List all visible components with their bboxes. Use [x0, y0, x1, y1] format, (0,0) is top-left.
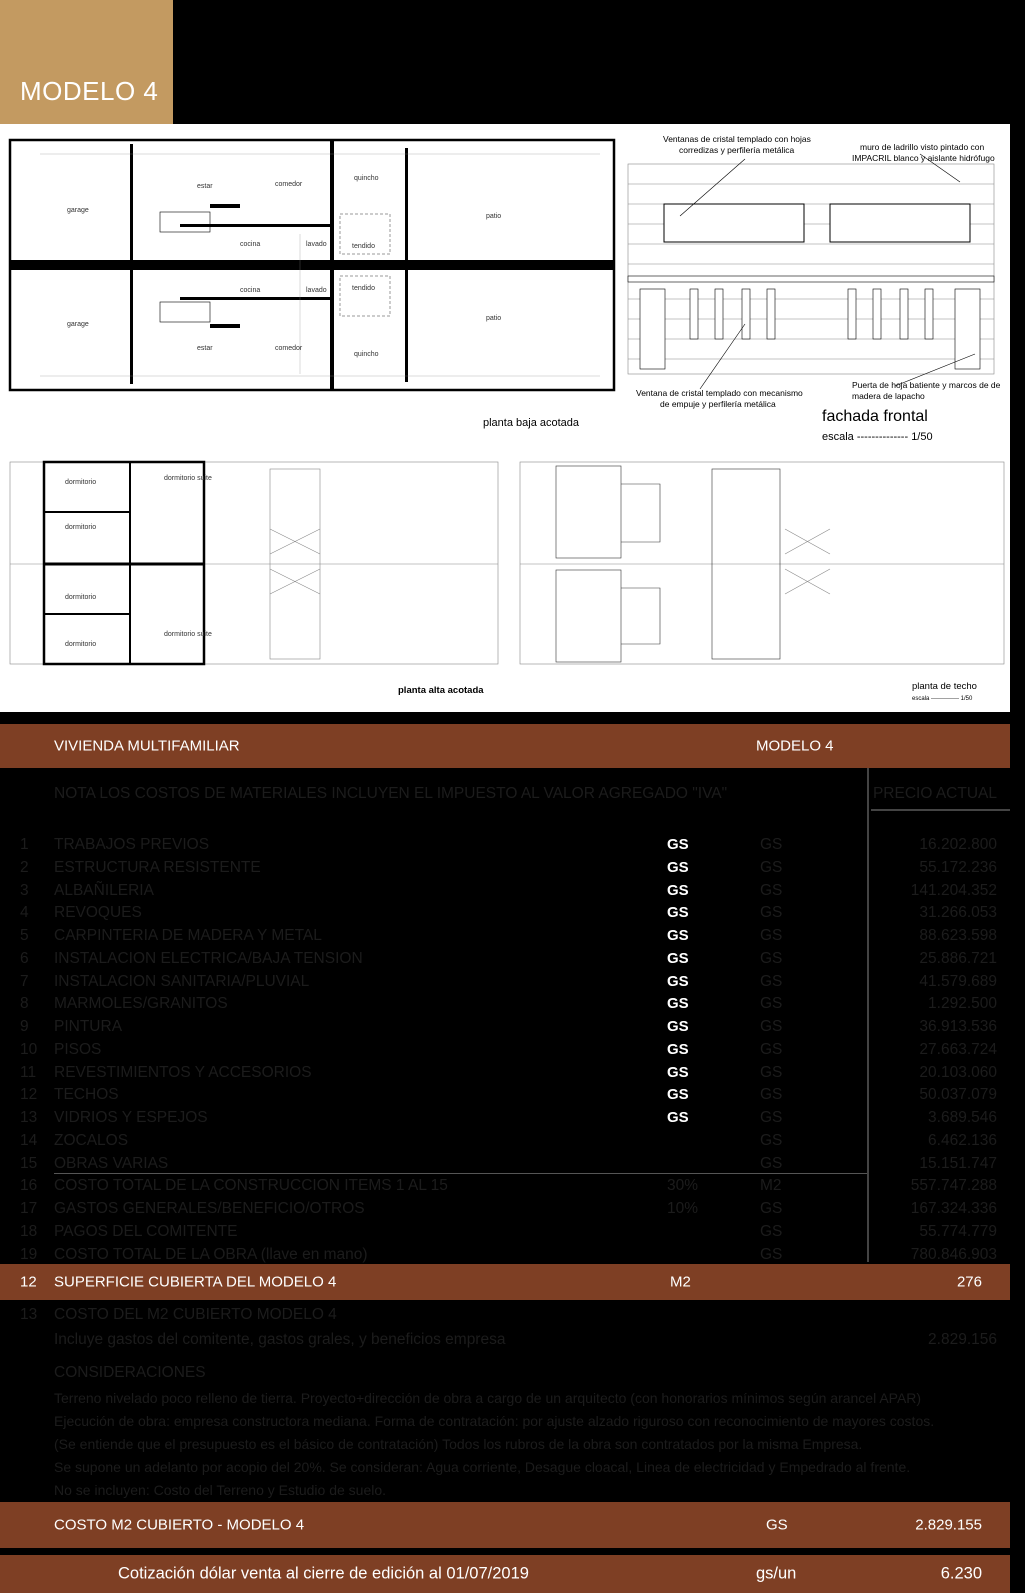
facade-drawing: [628, 154, 994, 389]
row-gs-label: GS: [667, 973, 689, 990]
row-value: 6.462.136: [928, 1132, 997, 1149]
row-number: 19: [20, 1246, 38, 1263]
header-band: [0, 724, 1010, 768]
facade-note: muro de ladrillo visto pintado con: [860, 142, 985, 152]
facade-note: madera de lapacho: [852, 391, 925, 401]
cost-band: [0, 1502, 1010, 1548]
roof-plan-title: planta de techo: [912, 681, 977, 692]
row-unit: GS: [760, 904, 783, 921]
room-tendido: tendido: [352, 285, 375, 292]
facade-note: de empuje y perfilería metálica: [660, 399, 776, 409]
row-gs-label: GS: [667, 859, 689, 876]
row-number: 18: [20, 1223, 38, 1240]
row-unit: GS: [760, 973, 783, 990]
row-value: 1.292.500: [928, 995, 997, 1012]
consideration-line: Ejecución de obra: empresa constructora mediana. Forma de contratación: por ajuste alzado riguroso con reconocimiento de mayores costos.: [54, 1413, 935, 1429]
facade-scale: escala -------------- 1/50: [822, 431, 933, 443]
roof-plan-scale: escala -------------- 1/50: [912, 696, 973, 702]
row-number: 1: [20, 836, 29, 853]
row-value: 36.913.536: [919, 1018, 997, 1035]
row-value: 3.689.546: [928, 1109, 997, 1126]
room-patio: patio: [486, 213, 502, 220]
row-unit: GS: [760, 1109, 783, 1126]
row-description: COSTO TOTAL DE LA CONSTRUCCION ITEMS 1 AL 15: [54, 1177, 448, 1194]
price-column-divider: [867, 768, 869, 1262]
room-lavado: lavado: [306, 241, 327, 248]
row-unit: GS: [760, 1200, 783, 1217]
row-number: 14: [20, 1132, 38, 1149]
facade-note: Ventana de cristal templado con mecanismo: [636, 388, 803, 398]
row-number: 13: [20, 1109, 38, 1126]
row-value: 167.324.336: [910, 1200, 997, 1217]
room-comedor: comedor: [275, 181, 303, 188]
drawings-panel: [0, 124, 1010, 712]
row-value: 780.846.903: [910, 1246, 997, 1263]
facade-title: fachada frontal: [822, 408, 928, 425]
row-description: ESTRUCTURA RESISTENTE: [54, 859, 261, 876]
row-description: OBRAS VARIAS: [54, 1155, 169, 1172]
row-unit: GS: [760, 995, 783, 1012]
room-lavado: lavado: [306, 287, 327, 294]
facade-note: corredizas y perfilería metálica: [679, 145, 795, 155]
row-unit: GS: [760, 1223, 783, 1240]
room-estar: estar: [197, 345, 213, 352]
row-gs-label: GS: [667, 1064, 689, 1081]
row-unit: GS: [760, 1041, 783, 1058]
row-value: 55.172.236: [919, 859, 997, 876]
considerations-title: CONSIDERACIONES: [54, 1364, 206, 1381]
row-value: 141.204.352: [910, 882, 997, 899]
row-description: CARPINTERIA DE MADERA Y METAL: [54, 927, 322, 944]
row-description: VIDRIOS Y ESPEJOS: [54, 1109, 208, 1126]
row-unit: GS: [760, 1018, 783, 1035]
m2-cost-num: 13: [20, 1306, 38, 1323]
consideration-line: Se supone un adelanto por acopio del 20%. Se consideran: Agua corriente, Desague cloacal, Linea de electricidad y Empedrado al frente.: [54, 1459, 911, 1475]
row-description: GASTOS GENERALES/BENEFICIO/OTROS: [54, 1200, 365, 1217]
row-value: 88.623.598: [919, 927, 997, 944]
row-unit: GS: [760, 836, 783, 853]
room-dormitorio: dormitorio: [65, 641, 97, 648]
row-description: INSTALACION SANITARIA/PLUVIAL: [54, 973, 310, 990]
ground-plan: [10, 140, 614, 390]
row-number: 16: [20, 1177, 38, 1194]
row-number: 12: [20, 1086, 38, 1103]
row-gs-label: GS: [667, 995, 689, 1012]
row-number: 5: [20, 927, 29, 944]
row-description: ZOCALOS: [54, 1132, 129, 1149]
room-dormitorio: dormitorio: [65, 479, 97, 486]
dollar-label: Cotización dólar venta al cierre de edición al 01/07/2019: [118, 1564, 529, 1583]
row-number: 17: [20, 1200, 38, 1217]
cost-band-unit: GS: [766, 1516, 788, 1534]
surface-band: [0, 1264, 1010, 1300]
room-garage: garage: [67, 207, 89, 214]
room-quincho: quincho: [354, 351, 379, 358]
row-gs-label: GS: [667, 836, 689, 853]
row-number: 3: [20, 882, 29, 899]
room-estar: estar: [197, 183, 213, 190]
row-gs-label: GS: [667, 1041, 689, 1058]
room-tendido: tendido: [352, 243, 375, 250]
row-value: 15.151.747: [919, 1155, 997, 1172]
consideration-line: (Se entiende que el presupuesto es el básico de contratación) Todos los rubros de la obra son contratados por la misma Empresa.: [54, 1436, 863, 1452]
considerations-text: [54, 1387, 934, 1502]
row-number: 10: [20, 1041, 38, 1058]
row-description: REVESTIMIENTOS Y ACCESORIOS: [54, 1064, 312, 1081]
upper-plan-title: planta alta acotada: [398, 685, 484, 696]
row-value: 557.747.288: [910, 1177, 997, 1194]
roof-plan: [520, 462, 1004, 664]
surface-value: 276: [956, 1273, 982, 1291]
room-garage: garage: [67, 321, 89, 328]
room-dormitorio: dormitorio: [65, 594, 97, 601]
room-cocina: cocina: [240, 241, 261, 248]
cost-band-value: 2.829.155: [915, 1516, 982, 1534]
room-patio: patio: [486, 315, 502, 322]
room-dormitorio: dormitorio: [65, 524, 97, 531]
row-number: 8: [20, 995, 29, 1012]
surface-label: SUPERFICIE CUBIERTA DEL MODELO 4: [54, 1273, 337, 1291]
row-description: INSTALACION ELECTRICA/BAJA TENSION: [54, 950, 363, 967]
facade-note: Ventanas de cristal templado con hojas: [663, 134, 811, 144]
m2-cost-subtitle: Incluye gastos del comitente, gastos grales, y beneficios empresa: [54, 1331, 506, 1348]
header-right: MODELO 4: [756, 737, 834, 755]
row-value: 16.202.800: [919, 836, 997, 853]
room-dormitorio-suite: dormitorio suite: [164, 631, 212, 638]
row-description: MARMOLES/GRANITOS: [54, 995, 228, 1012]
m2-cost-title: COSTO DEL M2 CUBIERTO MODELO 4: [54, 1306, 337, 1323]
row-description: PISOS: [54, 1041, 102, 1058]
facade-note: Puerta de hoja batiente y marcos de de: [852, 380, 1001, 390]
m2-cost-value: 2.829.156: [928, 1331, 997, 1348]
dollar-band: [0, 1555, 1010, 1593]
room-cocina: cocina: [240, 287, 261, 294]
row-gs-label: 10%: [667, 1200, 699, 1217]
row-number: 15: [20, 1155, 38, 1172]
row-unit: GS: [760, 950, 783, 967]
row-description: PAGOS DEL COMITENTE: [54, 1223, 238, 1240]
row-description: ALBAÑILERIA: [54, 882, 154, 899]
room-comedor: comedor: [275, 345, 303, 352]
row-description: REVOQUES: [54, 904, 142, 921]
row-number: 2: [20, 859, 29, 876]
ground-plan-title: planta baja acotada: [483, 417, 580, 429]
row-gs-label: GS: [667, 950, 689, 967]
row-value: 25.886.721: [919, 950, 997, 967]
upper-plan: [10, 462, 498, 664]
row-gs-label: GS: [667, 904, 689, 921]
header-left: VIVIENDA MULTIFAMILIAR: [54, 737, 240, 755]
row-gs-label: GS: [667, 1109, 689, 1126]
cost-band-label: COSTO M2 CUBIERTO - MODELO 4: [54, 1516, 305, 1534]
row-number: 11: [20, 1064, 37, 1081]
surface-unit: M2: [670, 1273, 691, 1291]
row-unit: GS: [760, 882, 783, 899]
dollar-value: 6.230: [940, 1564, 982, 1583]
row-unit: M2: [760, 1177, 782, 1194]
room-quincho: quincho: [354, 175, 379, 182]
page-title: MODELO 4: [20, 76, 159, 106]
consideration-line: Terreno nivelado poco relleno de tierra. Proyecto+dirección de obra a cargo de un arquitecto (con honorarios mínimos según arancel APAR): [54, 1390, 922, 1406]
row-gs-label: GS: [667, 882, 689, 899]
title-tab: [0, 0, 173, 124]
row-description: PINTURA: [54, 1018, 123, 1035]
row-gs-label: 30%: [667, 1177, 699, 1194]
row-description: COSTO TOTAL DE LA OBRA (llave en mano): [54, 1246, 368, 1263]
row-unit: GS: [760, 1086, 783, 1103]
row-number: 7: [20, 973, 29, 990]
row-unit: GS: [760, 1132, 783, 1149]
row-value: 55.774.779: [919, 1223, 997, 1240]
room-dormitorio-suite: dormitorio suite: [164, 475, 212, 482]
subtotal-rule: [54, 1173, 867, 1174]
price-header-underline: [871, 809, 1010, 811]
row-gs-label: GS: [667, 1018, 689, 1035]
row-unit: GS: [760, 859, 783, 876]
price-header: PRECIO ACTUAL: [872, 785, 997, 802]
row-number: 4: [20, 904, 29, 921]
row-unit: GS: [760, 1064, 783, 1081]
row-unit: GS: [760, 1155, 783, 1172]
row-gs-label: GS: [667, 927, 689, 944]
row-gs-label: GS: [667, 1086, 689, 1103]
row-description: TECHOS: [54, 1086, 119, 1103]
dollar-unit: gs/un: [756, 1564, 797, 1583]
facade-note: IMPACRIL blanco y aislante hidrófugo: [852, 153, 995, 163]
consideration-line: No se incluyen: Costo del Terreno y Estudio de suelo.: [54, 1482, 387, 1498]
surface-num: 12: [20, 1273, 37, 1291]
row-description: TRABAJOS PREVIOS: [54, 836, 210, 853]
row-unit: GS: [760, 1246, 783, 1263]
row-unit: GS: [760, 927, 783, 944]
row-value: 20.103.060: [919, 1064, 997, 1081]
row-value: 31.266.053: [919, 904, 997, 921]
row-value: 50.037.079: [919, 1086, 997, 1103]
row-value: 27.663.724: [919, 1041, 997, 1058]
row-value: 41.579.689: [919, 973, 997, 990]
table-note: NOTA LOS COSTOS DE MATERIALES INCLUYEN EL IMPUESTO AL VALOR AGREGADO "IVA": [54, 785, 728, 802]
drawings-svg: [0, 124, 1010, 712]
row-number: 6: [20, 950, 29, 967]
row-number: 9: [20, 1018, 29, 1035]
